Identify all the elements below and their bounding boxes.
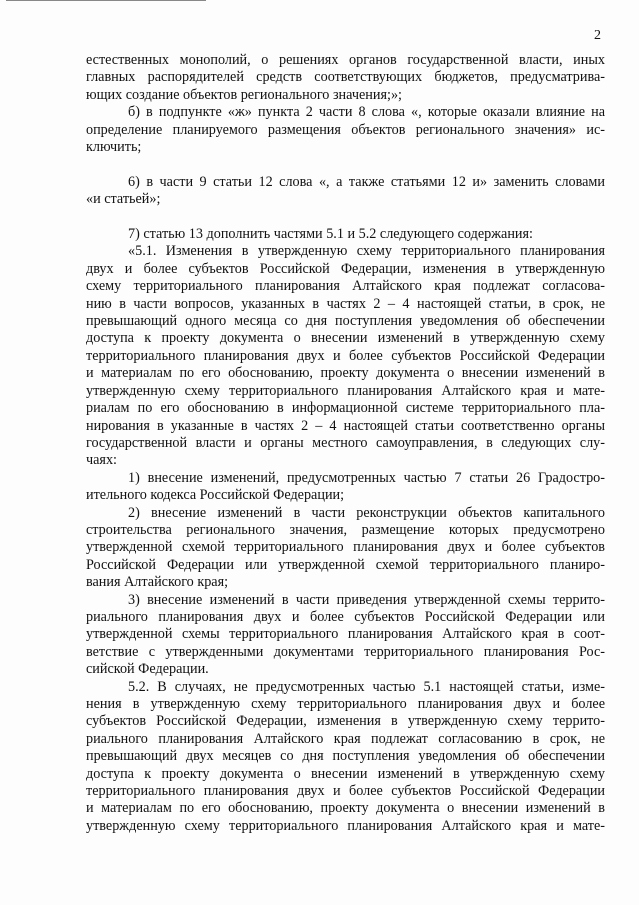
text-line: «и статьей»; [86, 191, 161, 208]
text-line: нирования в указанные в частях 2 – 4 настоящей статьи соответственно органы [86, 417, 605, 434]
text-line: доступа к проекту документа о внесении изменений в утвержденную схему [86, 765, 605, 782]
text-line: риального планирования двух и более субъектов Российской Федерации или [86, 608, 605, 625]
text-line: вания Алтайского края; [86, 574, 229, 591]
text-line: двух и более субъектов Российской Федерации, изменения в утвержденную [86, 260, 605, 277]
document-body [86, 52, 605, 835]
text-line: «5.1. Изменения в утвержденную схему территориального планирования [128, 243, 605, 260]
text-line: 2) внесение изменений в части реконструкции объектов капитального [128, 504, 605, 521]
text-line: ветствие с утвержденными документами территориального планирования Рос- [86, 643, 605, 660]
text-line: превышающий двух месяцев со дня поступления уведомления об обеспечении [86, 748, 605, 765]
text-line: нию в части вопросов, указанных в частях 2 – 4 настоящей статьи, в срок, не [86, 295, 605, 312]
paragraph-gap [86, 209, 605, 226]
text-line: схему территориального планирования Алтайского края подлежат согласова- [86, 278, 605, 295]
text-line: чаях: [86, 452, 117, 469]
text-line: б) в подпункте «ж» пункта 2 части 8 слова «, которые оказали влияние на [128, 104, 605, 121]
text-line: ющих создание объектов регионального значения;»; [86, 86, 402, 103]
text-line: доступа к проекту документа о внесении изменений в утвержденную схему [86, 330, 605, 347]
text-line: 3) внесение изменений в части приведения утвержденной схемы террито- [128, 591, 605, 608]
text-line: превышающий одного месяца со дня поступления уведомления об обеспечении [86, 313, 605, 330]
paragraph-gap [86, 156, 605, 173]
text-line: определение планируемого размещения объектов регионального значения» ис- [86, 121, 605, 138]
text-line: сийской Федерации. [86, 661, 209, 678]
text-line: государственной власти и органы местного самоуправления, в следующих слу- [86, 434, 605, 451]
text-line: риалам по его обоснованию в информационной системе территориального пла- [86, 400, 605, 417]
text-line: риального планирования Алтайского края подлежат согласованию в срок, не [86, 730, 605, 747]
text-line: 6) в части 9 статьи 12 слова «, а также статьями 12 и» заменить словами [128, 173, 605, 190]
text-line: 1) внесение изменений, предусмотренных частью 7 статьи 26 Градостро- [128, 469, 605, 486]
text-line: утвержденной схемы территориального планирования Алтайского края в соот- [86, 626, 605, 643]
text-line: территориального планирования двух и более субъектов Российской Федерации [86, 783, 605, 800]
text-line: 5.2. В случаях, не предусмотренных частью 5.1 настоящей статьи, изме- [128, 678, 605, 695]
text-line: строительства регионального значения, размещение которых предусмотрено [86, 521, 605, 538]
text-line: 7) статью 13 дополнить частями 5.1 и 5.2 следующего содержания: [128, 226, 533, 243]
text-line: и материалам по его обоснованию, проекту документа о внесении изменений в [86, 365, 605, 382]
text-line: ительного кодекса Российской Федерации; [86, 487, 345, 504]
text-line: территориального планирования двух и более субъектов Российской Федерации [86, 347, 605, 364]
scan-edge-line [6, 0, 206, 1]
text-line: нения в утвержденную схему территориального планирования двух и более [86, 696, 605, 712]
text-line: ключить; [86, 139, 142, 156]
text-line: субъектов Российской Федерации, изменения в утвержденную схему террито- [86, 713, 605, 730]
text-line: утвержденную схему территориального планирования Алтайского края и мате- [86, 817, 605, 834]
text-line: Российской Федерации или утвержденной схемой территориального планиро- [86, 556, 605, 573]
text-line: и материалам по его обоснованию, проекту документа о внесении изменений в [86, 800, 605, 817]
page-number: 2 [594, 28, 601, 43]
text-line: естественных монополий, о решениях органов государственной власти, иных [86, 52, 605, 68]
text-line: утвержденной схемой территориального планирования двух и более субъектов [86, 539, 605, 556]
text-line: главных распорядителей средств соответствующих бюджетов, предусматрива- [86, 69, 605, 86]
text-line: утвержденную схему территориального планирования Алтайского края и мате- [86, 382, 605, 399]
